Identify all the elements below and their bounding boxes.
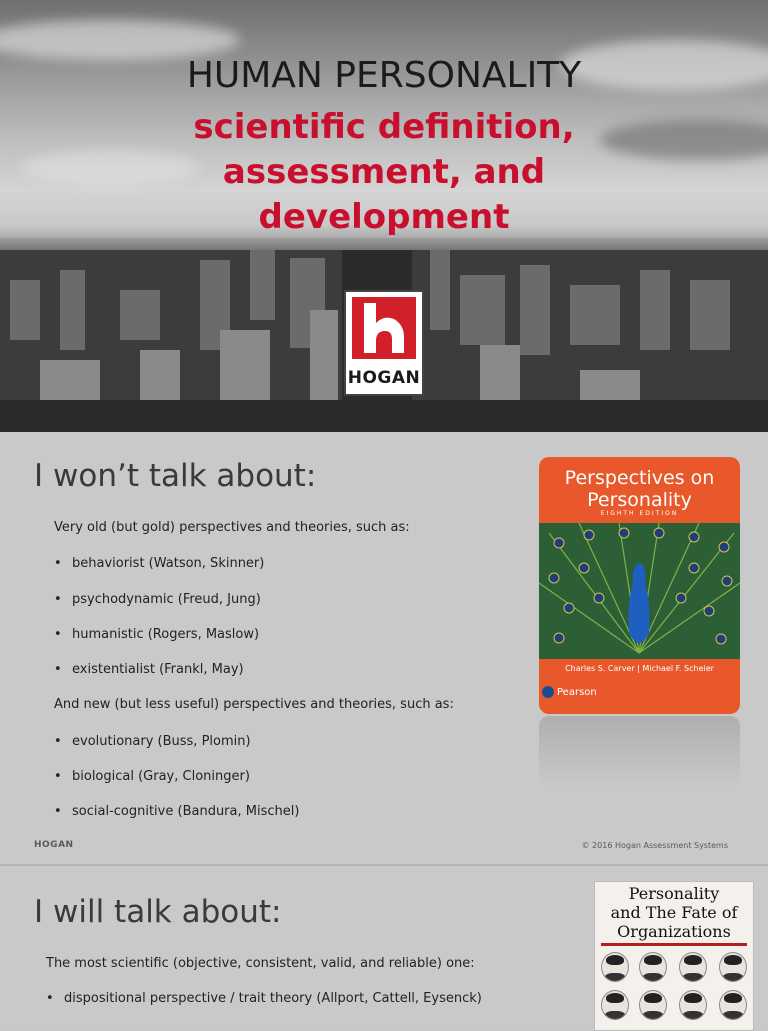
book-publisher: Pearson (557, 687, 597, 698)
list-item (54, 769, 250, 784)
portrait-icon (719, 990, 747, 1020)
bullet-icon: • (54, 804, 62, 819)
subtitle-line: scientific definition, (193, 107, 575, 147)
portrait-icon (601, 952, 629, 982)
list-item-label: biological (Gray, Cloninger) (72, 769, 250, 784)
title-slide (0, 0, 768, 432)
intro-text: Very old (but gold) perspectives and theories, such as: (54, 520, 410, 535)
book-cover-personality-fate (594, 881, 754, 1031)
list-item-label: humanistic (Rogers, Maslow) (72, 627, 260, 642)
list-item-label: social-cognitive (Bandura, Mischel) (72, 804, 300, 819)
portrait-icon (719, 952, 747, 982)
portrait-icon (639, 990, 667, 1020)
list-item (46, 991, 482, 1006)
slide-title: HUMAN PERSONALITY (186, 55, 582, 96)
h-logo-icon (352, 297, 416, 359)
footer-copyright: © 2016 Hogan Assessment Systems (581, 841, 728, 850)
book-cover-perspectives (539, 457, 740, 714)
book-title-line: Personality (587, 489, 692, 511)
list-item (54, 662, 244, 677)
list-item (54, 556, 264, 571)
list-item (54, 734, 251, 749)
pearson-logo-icon (542, 686, 554, 698)
inclusions-slide (0, 864, 768, 1026)
bullet-icon: • (54, 662, 62, 677)
book-title-line: Personality (628, 884, 720, 903)
bullet-icon: • (54, 769, 62, 784)
portrait-icon (639, 952, 667, 982)
slide-heading: I will talk about: (34, 894, 282, 930)
peacock-image (539, 523, 740, 659)
list-item-label: psychodynamic (Freud, Jung) (72, 592, 261, 607)
bullet-icon: • (54, 592, 62, 607)
intro-text: And new (but less useful) perspectives and theories, such as: (54, 697, 454, 712)
list-item (54, 804, 299, 819)
portrait-icon (679, 952, 707, 982)
bullet-icon: • (54, 556, 62, 571)
logo-mark (352, 297, 416, 359)
slide-heading: I won’t talk about: (34, 458, 317, 494)
list-item-label: evolutionary (Buss, Plomin) (72, 734, 251, 749)
cloud (0, 20, 240, 60)
book-title-line: Perspectives on (564, 467, 715, 489)
bullet-icon: • (46, 991, 54, 1006)
book-reflection (539, 716, 740, 786)
subtitle-line: assessment, and (222, 152, 546, 192)
peacock-icon (539, 523, 740, 659)
list-item (54, 592, 261, 607)
list-item (54, 627, 259, 642)
book-title-line: Organizations (617, 922, 731, 941)
list-item-label: behaviorist (Watson, Skinner) (72, 556, 265, 571)
subtitle-line: development (258, 197, 510, 237)
logo-wordmark: HOGAN (347, 368, 421, 388)
book-title (595, 884, 753, 941)
slide-subtitle (150, 105, 618, 240)
book-edition: EIGHTH EDITION (600, 510, 679, 517)
portrait-icon (601, 990, 629, 1020)
intro-text: The most scientific (objective, consistent, valid, and reliable) one: (46, 956, 475, 971)
hogan-logo (344, 290, 424, 396)
cloud (600, 120, 768, 160)
list-item-label: existentialist (Frankl, May) (72, 662, 244, 677)
portrait-icon (679, 990, 707, 1020)
book-authors: Charles S. Carver | Michael F. Scheier (565, 664, 714, 673)
title-rule (601, 943, 747, 946)
book-title (539, 467, 740, 511)
list-item-label: dispositional perspective / trait theory (Allport, Cattell, Eysenck) (64, 991, 482, 1006)
footer-logo: HOGAN (34, 840, 74, 850)
exclusions-slide (0, 432, 768, 864)
book-title-line: and The Fate of (610, 903, 738, 922)
bullet-icon: • (54, 627, 62, 642)
bullet-icon: • (54, 734, 62, 749)
